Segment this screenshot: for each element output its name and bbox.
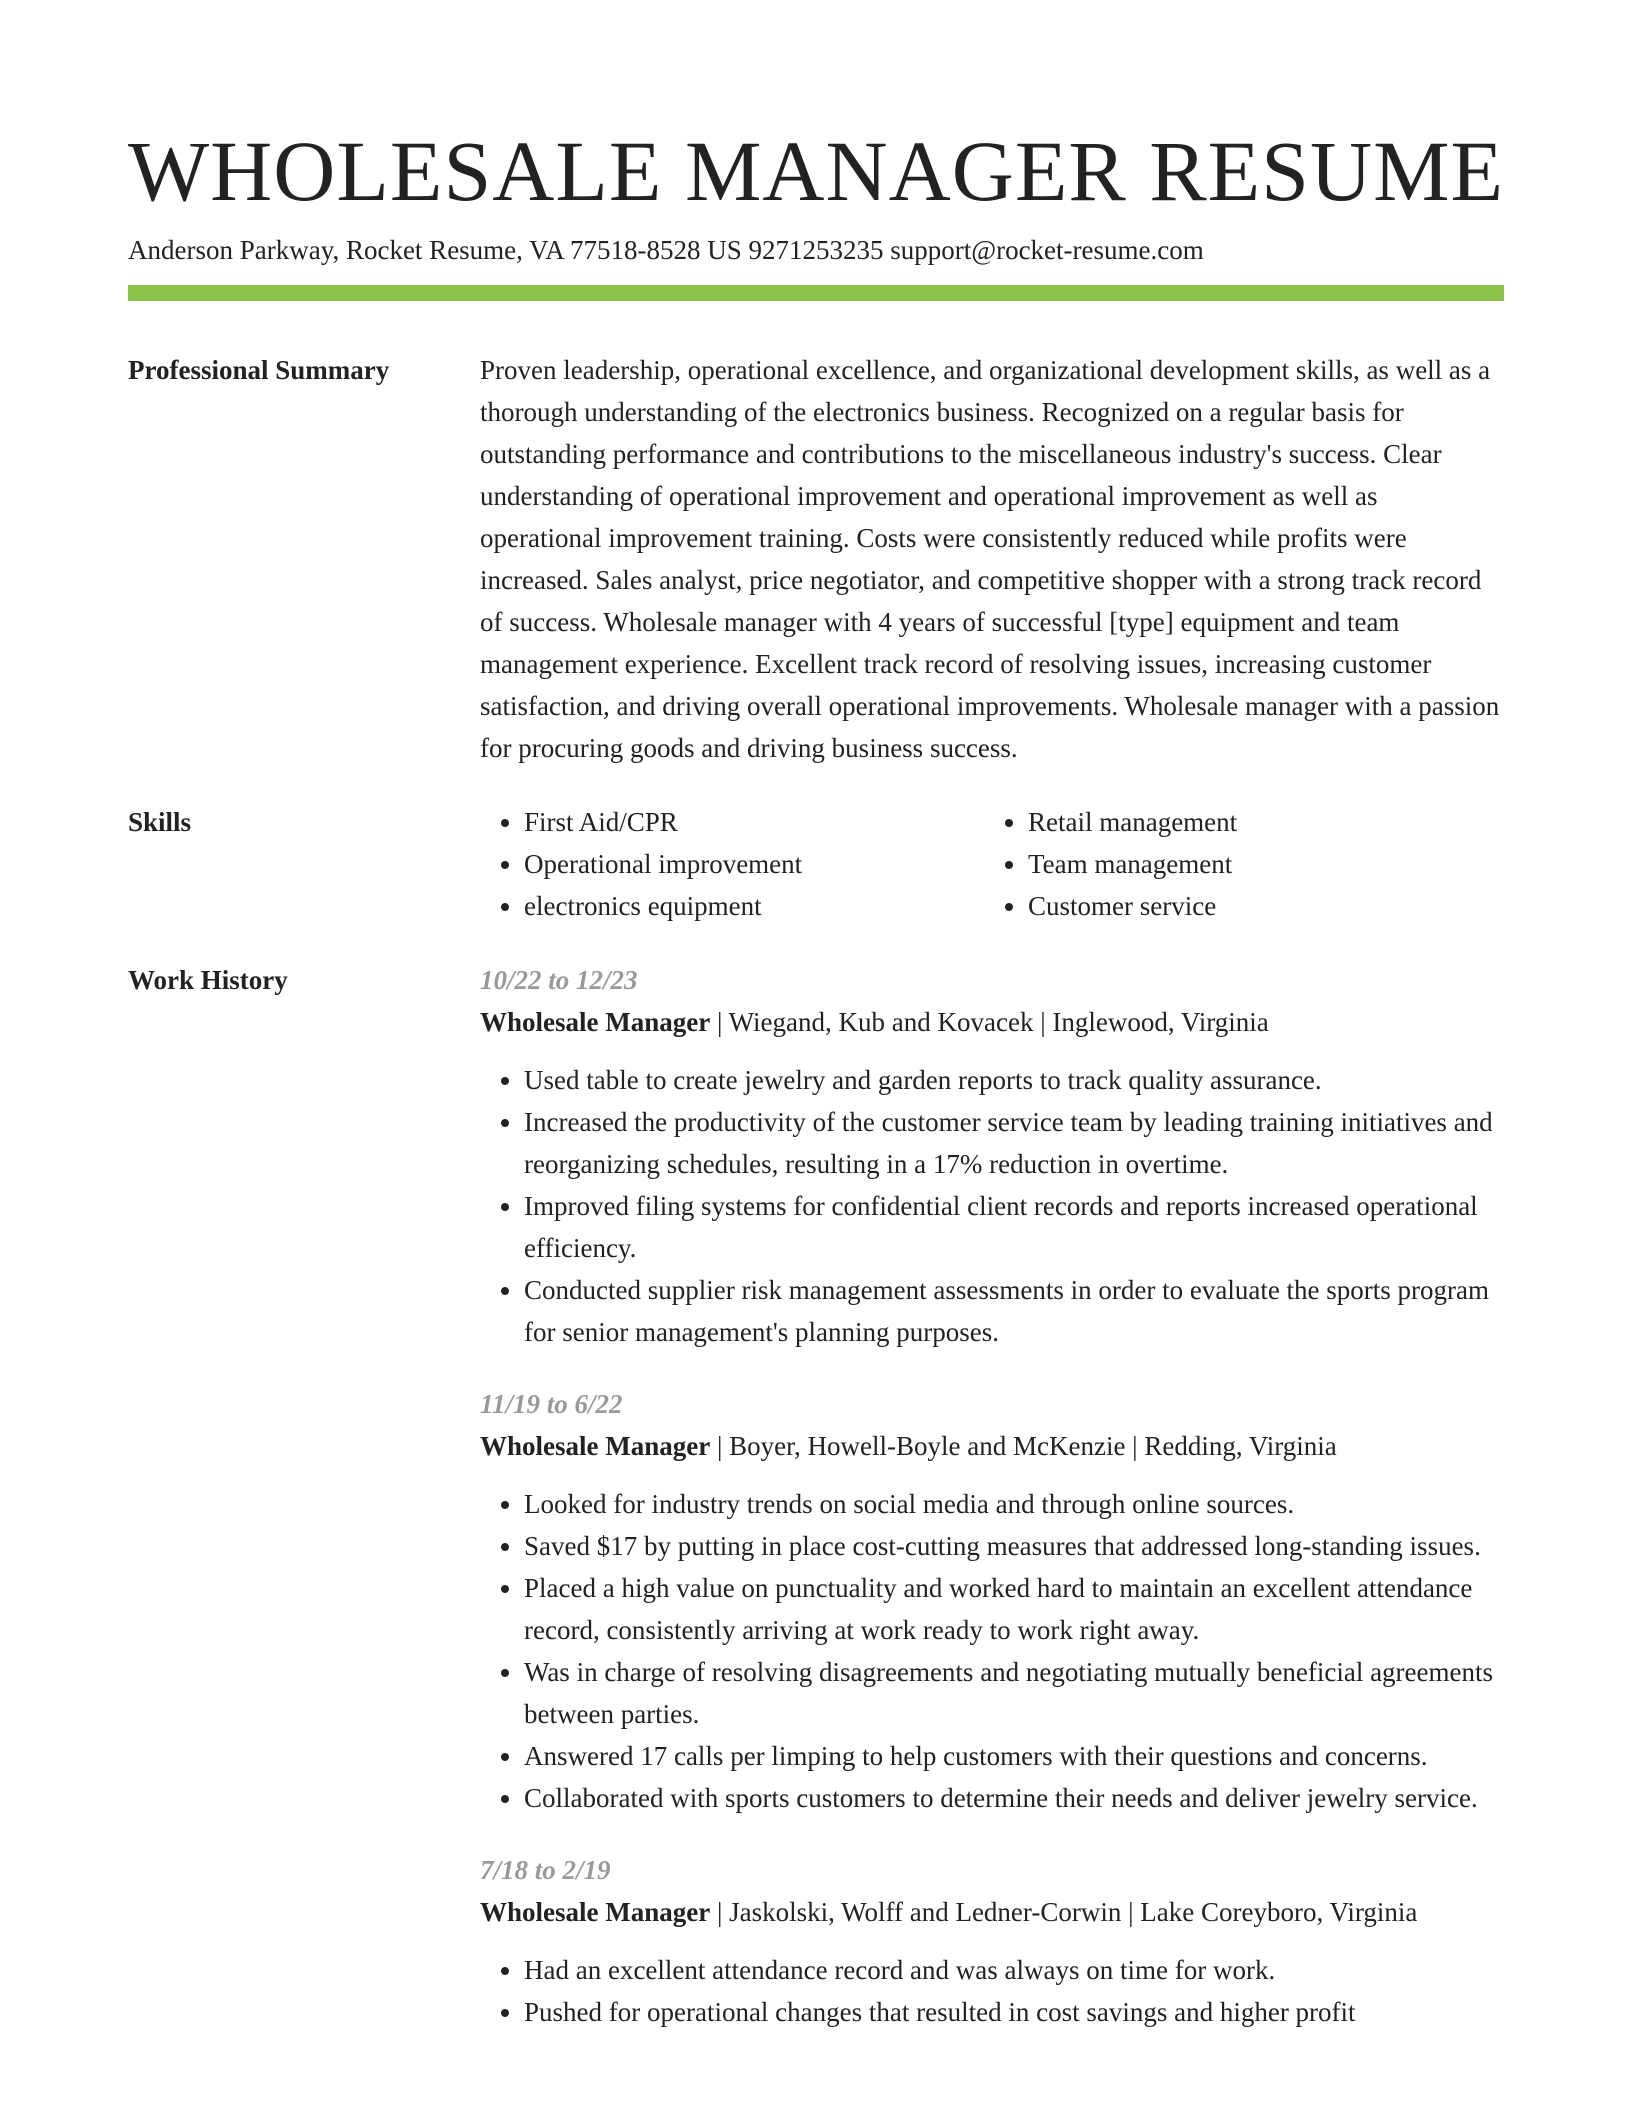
job-title: Wholesale Manager xyxy=(480,1007,711,1037)
job-bullet: • Used table to create jewelry and garden reports to track quality assurance. xyxy=(524,1059,1504,1101)
job-bullet: • Was in charge of resolving disagreements and negotiating mutually beneficial agreements between parties. xyxy=(524,1651,1504,1735)
resume-title: WHOLESALE MANAGER RESUME xyxy=(128,123,1505,219)
job-bullets xyxy=(480,1949,1504,2033)
job-title: Wholesale Manager xyxy=(480,1897,711,1927)
work-history-label: Work History xyxy=(128,965,288,995)
job-bullet: • Collaborated with sports customers to determine their needs and deliver jewelry service. xyxy=(524,1777,1504,1819)
job-bullets xyxy=(480,1483,1504,1819)
job-details: | Wiegand, Kub and Kovacek | Inglewood, Virginia xyxy=(710,1007,1269,1037)
skill-item: • electronics equipment xyxy=(524,885,984,927)
summary-body xyxy=(480,349,1504,769)
skills-body xyxy=(480,801,1504,927)
job-entry xyxy=(480,959,1504,1353)
job-date: 10/22 to 12/23 xyxy=(480,965,638,995)
job-date: 11/19 to 6/22 xyxy=(480,1389,623,1419)
accent-rule xyxy=(128,285,1504,301)
job-bullet: • Had an excellent attendance record and was always on time for work. xyxy=(524,1949,1504,1991)
work-history-body xyxy=(480,959,1504,2033)
skills-column-1 xyxy=(480,801,984,927)
job-header xyxy=(480,1425,1504,1467)
job-bullet: • Answered 17 calls per limping to help customers with their questions and concerns. xyxy=(524,1735,1504,1777)
job-bullet: • Increased the productivity of the customer service team by leading training initiatives and reorganizing schedules, resulting in a 17% reduction in overtime. xyxy=(524,1101,1504,1185)
summary-text: Proven leadership, operational excellence, and organizational development skills, as well as a thorough understanding of the electronics business. Recognized on a regular basis for outstanding performance and contributions to the miscellaneous industry's success. Clear understanding of operational improvement and operational improvement as well as operational improvement training. Costs were consistently reduced while profits were increased. Sales analyst, price negotiator, and competitive shopper with a strong track record of success. Wholesale manager with 4 years of successful [type] equipment and team management experience. Excellent track record of resolving issues, increasing customer satisfaction, and driving overall operational improvements. Wholesale manager with a passion for procuring goods and driving business success. xyxy=(480,355,1500,763)
job-title: Wholesale Manager xyxy=(480,1431,711,1461)
job-bullet: • Pushed for operational changes that resulted in cost savings and higher profit xyxy=(524,1991,1504,2033)
job-bullet: • Placed a high value on punctuality and worked hard to maintain an excellent attendance record, consistently arriving at work ready to work right away. xyxy=(524,1567,1504,1651)
contact-info: Anderson Parkway, Rocket Resume, VA 77518-8528 US 9271253235 support@rocket-resume.com xyxy=(128,235,1204,265)
job-header xyxy=(480,1001,1504,1043)
skill-item: • Customer service xyxy=(1028,885,1488,927)
job-date: 7/18 to 2/19 xyxy=(480,1855,611,1885)
job-bullet: • Conducted supplier risk management assessments in order to evaluate the sports program for senior management's planning purposes. xyxy=(524,1269,1504,1353)
job-entry xyxy=(480,1849,1504,2033)
job-header xyxy=(480,1891,1504,1933)
skill-item: • Retail management xyxy=(1028,801,1488,843)
job-bullet: • Improved filing systems for confidential client records and reports increased operational efficiency. xyxy=(524,1185,1504,1269)
job-bullet: • Saved $17 by putting in place cost-cutting measures that addressed long-standing issues. xyxy=(524,1525,1504,1567)
summary-label: Professional Summary xyxy=(128,355,390,385)
skill-item: • First Aid/CPR xyxy=(524,801,984,843)
skills-column-2 xyxy=(984,801,1488,927)
job-bullet: • Looked for industry trends on social media and through online sources. xyxy=(524,1483,1504,1525)
skills-grid xyxy=(480,801,1504,927)
job-bullets xyxy=(480,1059,1504,1353)
skills-label: Skills xyxy=(128,807,192,837)
job-entry xyxy=(480,1383,1504,1819)
job-details: | Jaskolski, Wolff and Ledner-Corwin | Lake Coreyboro, Virginia xyxy=(710,1897,1418,1927)
skill-item: • Team management xyxy=(1028,843,1488,885)
job-details: | Boyer, Howell-Boyle and McKenzie | Redding, Virginia xyxy=(710,1431,1337,1461)
skill-item: • Operational improvement xyxy=(524,843,984,885)
